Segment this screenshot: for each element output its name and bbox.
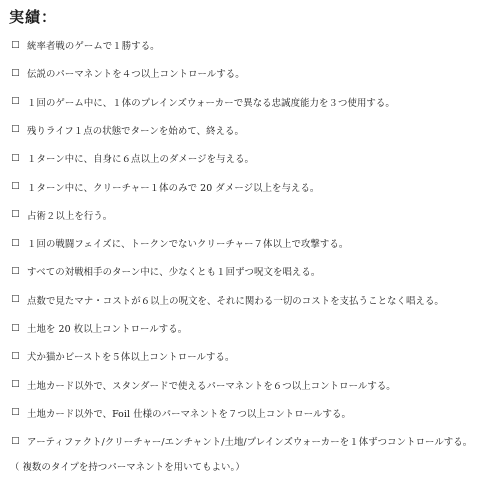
achievement-label: 統率者戦のゲームで１勝する。 [27,41,160,52]
achievement-item [11,292,481,308]
checkbox-icon[interactable]: ☐ [11,67,20,79]
achievement-label: アーティファクト/クリーチャー/エンチャント/土地/プレインズウォーカーを１体ずつコントロールする。 [27,437,473,449]
checkbox-icon[interactable]: ☐ [11,379,20,391]
achievement-item [11,320,481,336]
checkbox-icon[interactable]: ☐ [11,435,20,447]
achievement-item [11,179,481,195]
achievement-label: １回の戦闘フェイズに、トークンでないクリーチャー７体以上で攻撃する。 [27,239,349,251]
achievement-label: 伝説のパーマネントを４つ以上コントロールする。 [27,69,245,81]
achievement-label: 土地カード以外で、Foil 仕様のパーマネントを７つ以上コントロールする。 [27,408,351,420]
achievement-label: 土地を 20 枚以上コントロールする。 [27,324,188,335]
footnote: （ 複数のタイプを持つパーマネントを用いてもよい。） [10,462,245,473]
achievement-item [11,348,481,364]
achievement-item [11,37,481,53]
achievement-label: １回のゲーム中に、１体のプレインズウォーカーで異なる忠誠度能力を３つ使用する。 [27,97,395,109]
checkbox-icon[interactable]: ☐ [11,152,20,164]
achievement-item [11,94,481,110]
checkbox-icon[interactable]: ☐ [11,39,20,51]
checkbox-icon[interactable]: ☐ [11,181,20,192]
checkbox-icon[interactable]: ☐ [11,209,20,221]
achievement-label: 点数で見たマナ・コストが６以上の呪文を、それに関わる一切のコストを支払うことなく唱える。 [27,295,444,307]
achievement-item [11,433,481,449]
page-title: 実績： [9,8,58,26]
achievement-item [11,122,481,138]
achievement-label: 犬か猫かビーストを５体以上コントロールする。 [27,352,235,364]
achievement-item [11,150,481,166]
checkbox-icon[interactable]: ☐ [11,124,20,136]
checkbox-icon[interactable]: ☐ [11,237,20,249]
achievement-item [11,377,481,393]
achievement-item [11,405,481,421]
achievement-item [11,65,481,81]
checkbox-icon[interactable]: ☐ [11,322,20,334]
achievement-label: １ターン中に、自身に６点以上のダメージを与える。 [27,154,255,166]
checkbox-icon[interactable]: ☐ [11,407,20,419]
achievement-label: １ターン中に、クリーチャー１体のみで 20 ダメージ以上を与える。 [27,182,320,194]
checkbox-icon[interactable]: ☐ [11,96,20,108]
achievement-item [11,235,481,251]
checkbox-icon[interactable]: ☐ [11,350,20,362]
checkbox-icon[interactable]: ☐ [11,294,20,306]
achievement-label: 土地カード以外で、スタンダードで使えるパーマネントを６つ以上コントロールする。 [27,380,396,392]
achievement-item [11,207,481,223]
achievement-label: すべての対戦相手のターン中に、少なくとも１回ずつ呪文を唱える。 [27,267,321,279]
achievement-item [11,263,481,279]
checkbox-icon[interactable]: ☐ [11,265,20,277]
achievement-label: 占術２以上を行う。 [27,210,113,222]
achievement-label: 残りライフ１点の状態でターンを始めて、終える。 [27,125,244,137]
